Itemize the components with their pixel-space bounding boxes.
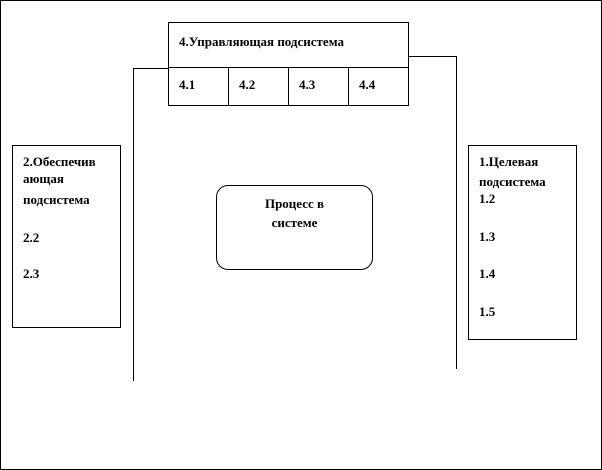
target-item: 1.4 <box>479 266 496 281</box>
process-label-line2: системе <box>271 215 318 230</box>
support-subsystem-title-line1: 2.Обеспечив <box>23 154 96 169</box>
control-subsystem-title: 4.Управляющая подсистема <box>179 34 344 49</box>
control-item: 4.2 <box>229 68 289 105</box>
control-item: 4.4 <box>359 77 376 92</box>
target-item: 1.2 <box>479 191 496 206</box>
support-item: 2.3 <box>23 266 40 281</box>
support-subsystem-title-line3: подсистема <box>23 192 90 207</box>
control-items-row <box>168 68 409 106</box>
control-subsystem-box <box>168 22 409 68</box>
support-subsystem-title-line2: ающая <box>23 171 64 186</box>
target-subsystem-box <box>468 145 577 340</box>
connector-left-vertical <box>133 68 134 381</box>
process-label-line1: Процесс в <box>264 196 325 211</box>
control-item: 4.3 <box>289 68 349 105</box>
support-item: 2.2 <box>23 230 40 245</box>
target-item: 1.3 <box>479 229 496 244</box>
target-subsystem-title-line2: подсистема <box>479 174 546 189</box>
connector-right-horizontal <box>408 56 457 57</box>
control-item: 4.1 <box>169 68 229 105</box>
target-item: 1.5 <box>479 304 496 319</box>
connector-left-horizontal <box>133 68 169 69</box>
process-box <box>216 185 373 270</box>
connector-right-vertical <box>456 56 457 369</box>
support-subsystem-box <box>12 145 121 328</box>
target-subsystem-title-line1: 1.Целевая <box>479 154 539 169</box>
